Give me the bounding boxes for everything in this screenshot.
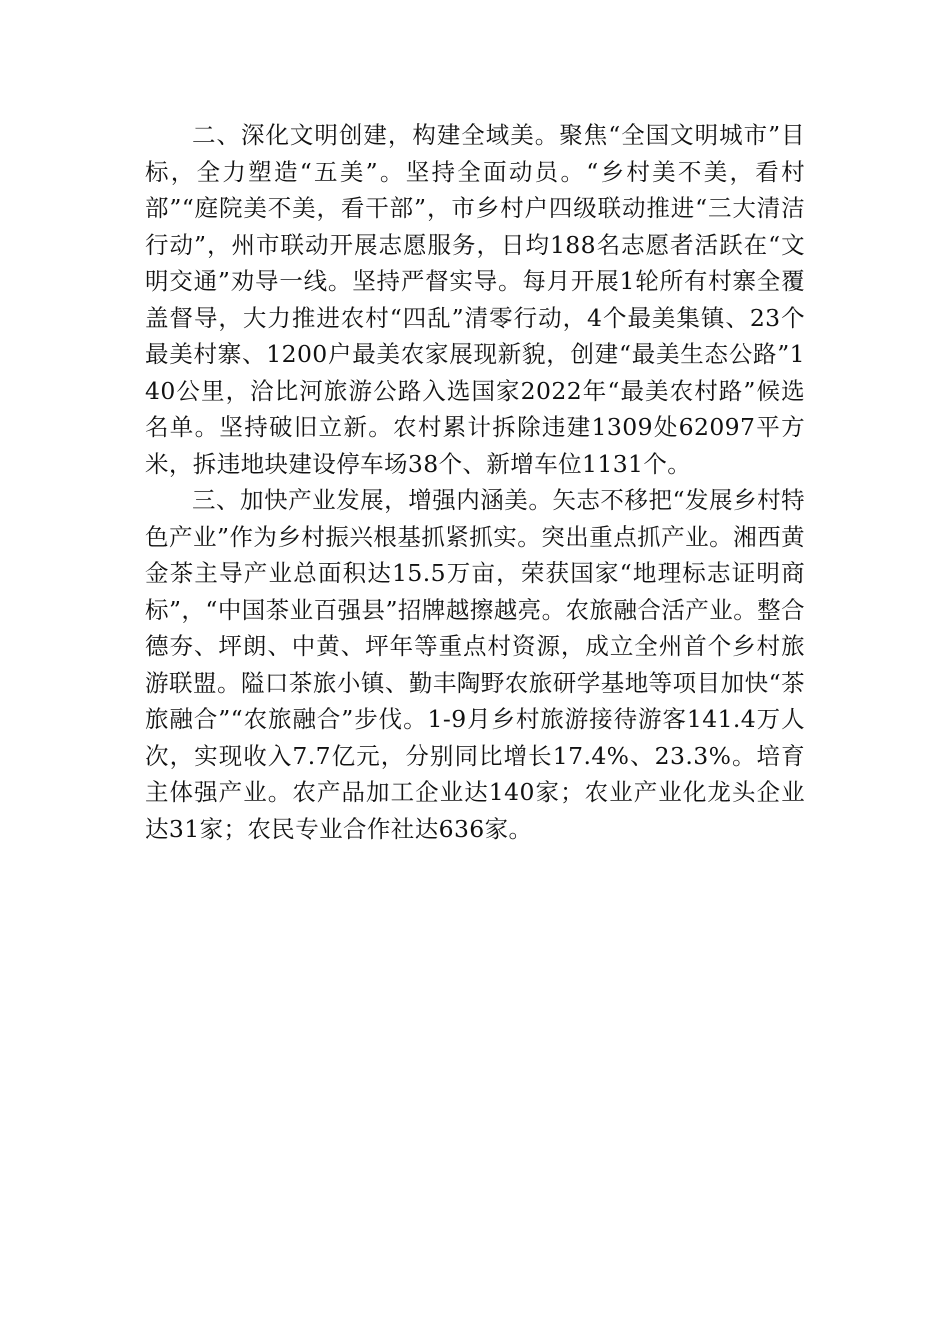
document-body bbox=[145, 117, 805, 847]
paragraph-industry: 三、加快产业发展，增强内涵美。矢志不移把“发展乡村特色产业”作为乡村振兴根基抓紧抓实。突出重点抓产业。湘西黄金茶主导产业总面积达15.5万亩，荣获国家“地理标志证明商标”，“中国茶业百强县”招牌越擦越亮。农旅融合活产业。整合德夯、坪朗、中黄、坪年等重点村资源，成立全州首个乡村旅游联盟。隘口茶旅小镇、勤丰陶野农旅研学基地等项目加快“茶旅融合”“农旅融合”步伐。1-9月乡村旅游接待游客141.4万人次，实现收入7.7亿元，分别同比增长17.4%、23.3%。培育主体强产业。农产品加工企业达140家；农业产业化龙头企业达31家；农民专业合作社达636家。 bbox=[145, 486, 805, 843]
paragraph-civilization: 二、深化文明创建，构建全域美。聚焦“全国文明城市”目标，全力塑造“五美”。坚持全面动员。“乡村美不美，看村部”“庭院美不美，看干部”，市乡村户四级联动推进“三大清洁行动”，州市联动开展志愿服务，日均188名志愿者活跃在“文明交通”劝导一线。坚持严督实导。每月开展1轮所有村寨全覆盖督导，大力推进农村“四乱”清零行动，4个最美集镇、23个最美村寨、1200户最美农家展现新貌，创建“最美生态公路”140公里，洽比河旅游公路入选国家2022年“最美农村路”候选名单。坚持破旧立新。农村累计拆除违建1309处62097平方米，拆违地块建设停车场38个、新增车位1131个。 bbox=[145, 121, 805, 478]
